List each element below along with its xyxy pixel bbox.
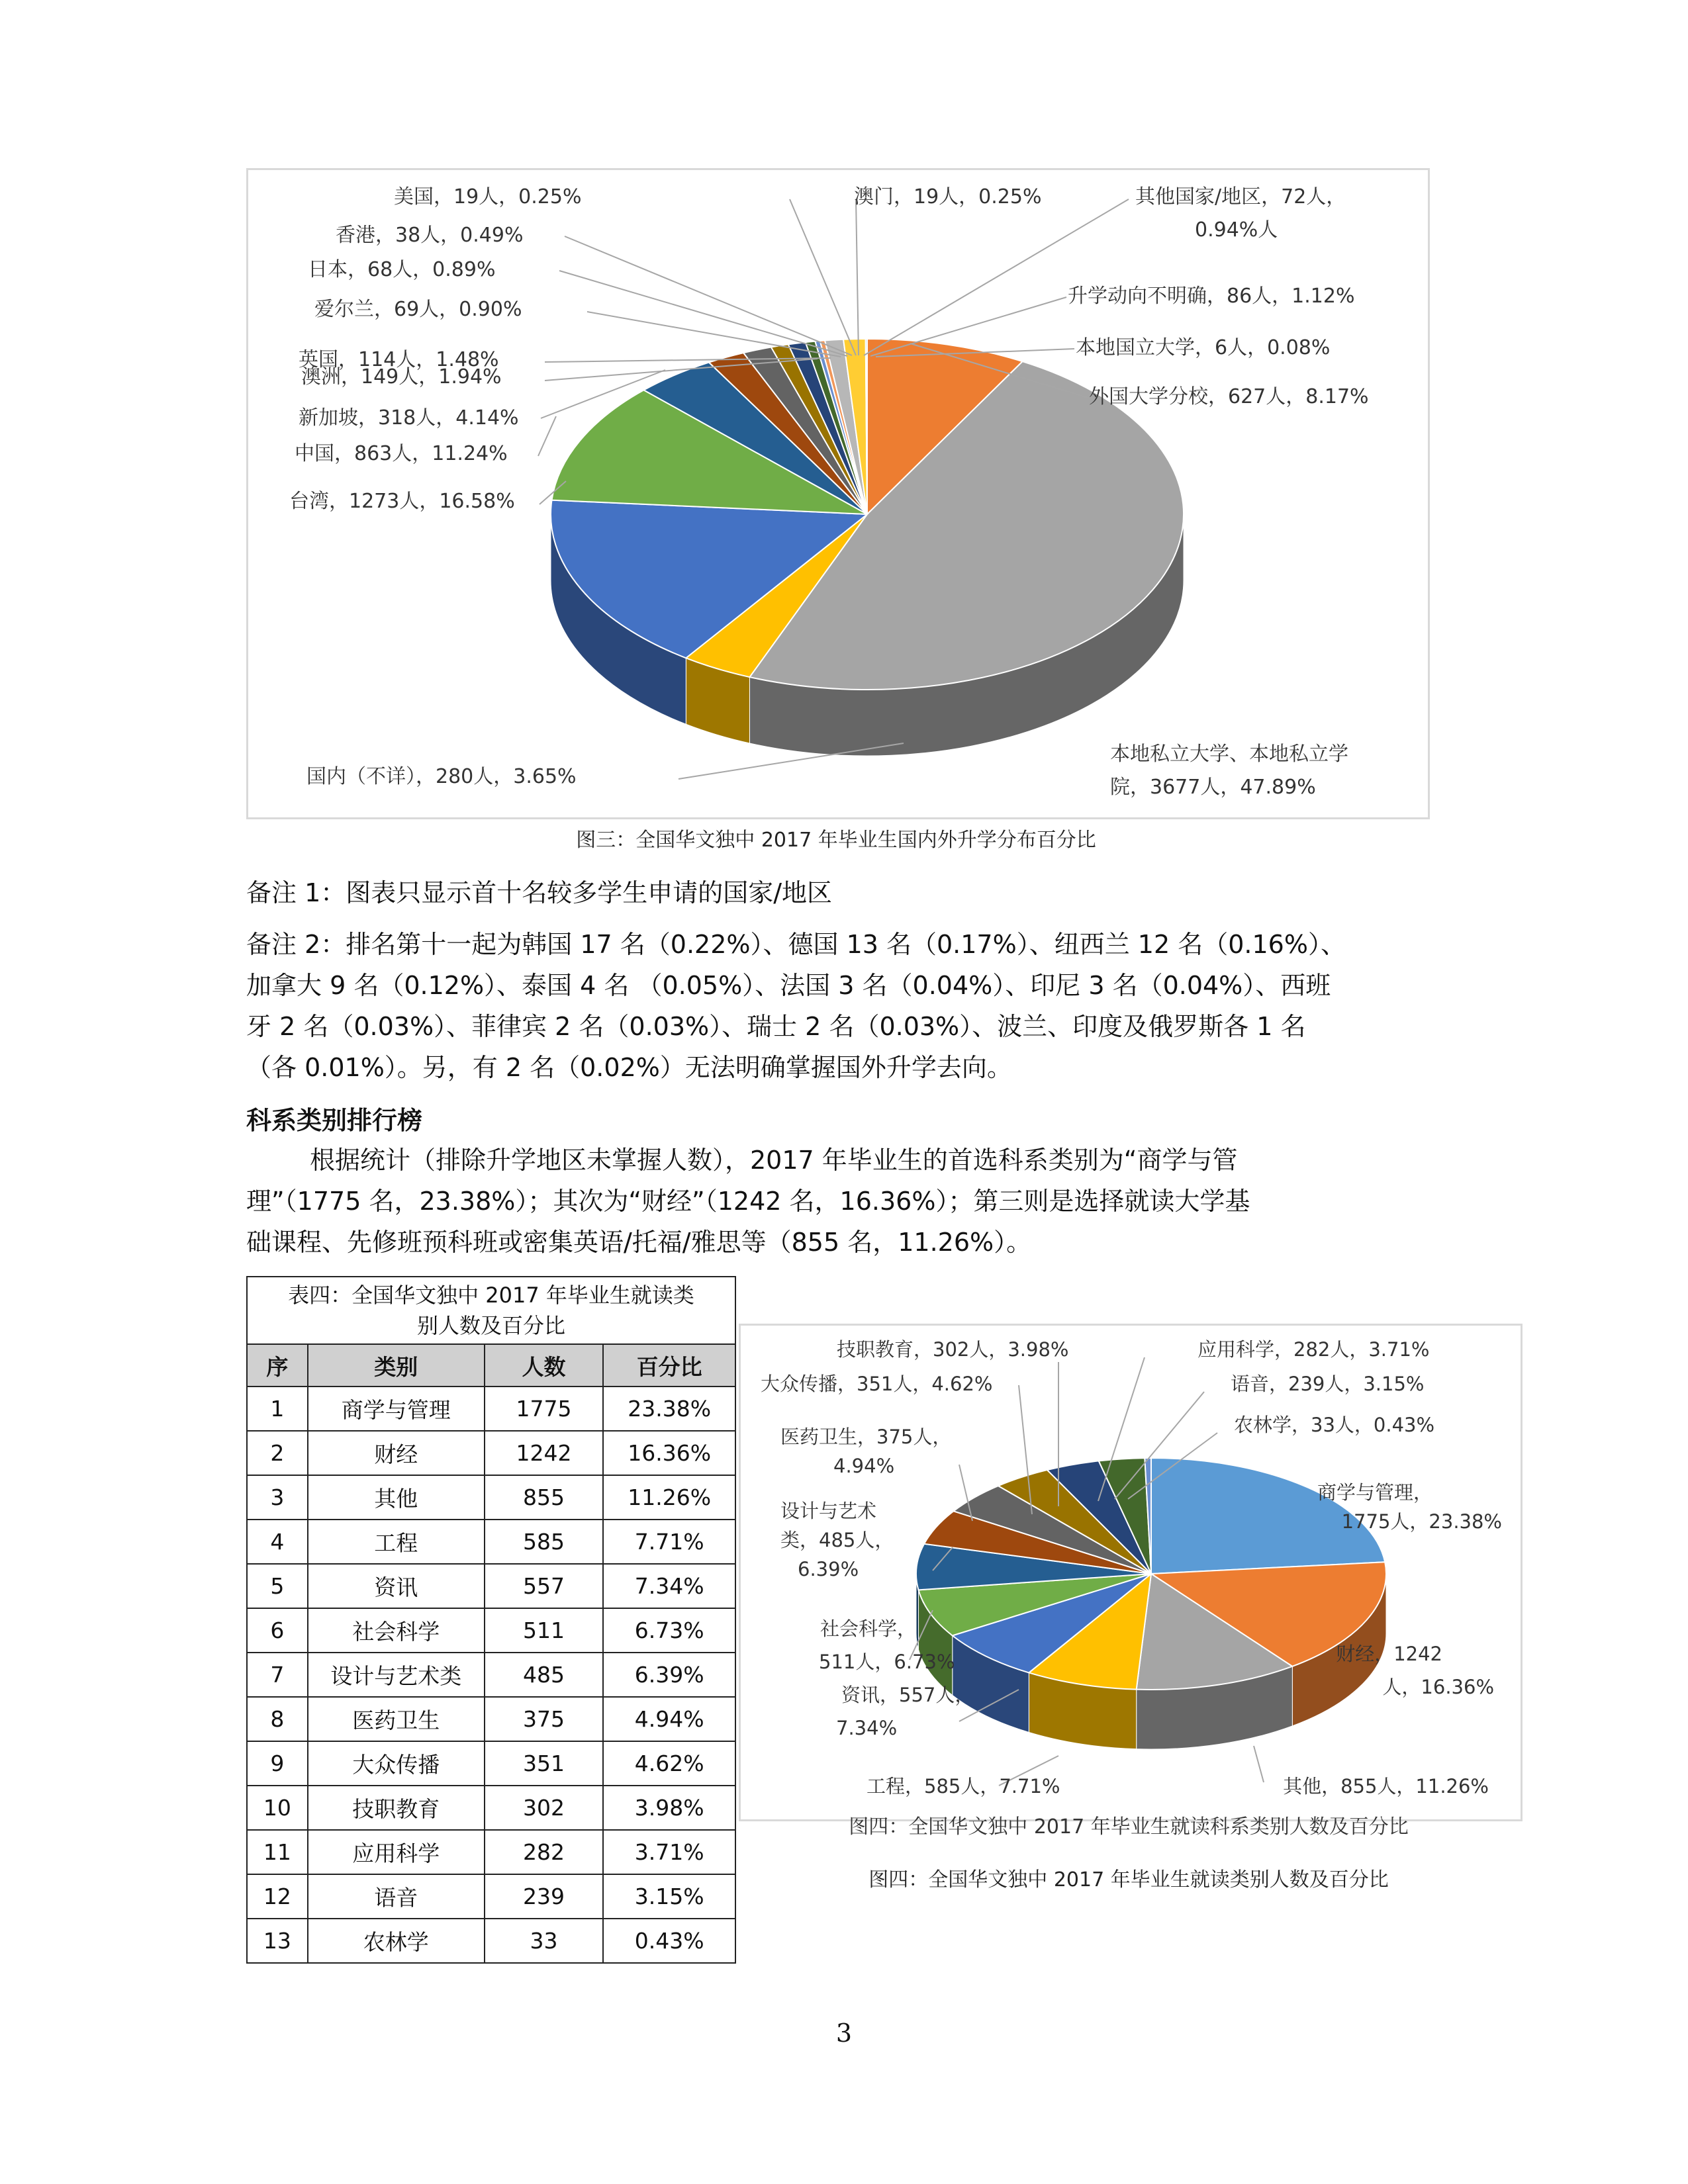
- table-row: [247, 1564, 735, 1608]
- cell-percent: 3.71%: [603, 1830, 735, 1874]
- cell-index: 11: [247, 1830, 308, 1874]
- cell-percent: 3.98%: [603, 1786, 735, 1830]
- chart-2-data-label: 设计与艺术: [780, 1500, 877, 1522]
- chart-2-data-label: 财经，1242: [1336, 1643, 1442, 1665]
- chart-2-data-label: 511人，6.73%: [819, 1651, 955, 1673]
- table-row: [247, 1608, 735, 1653]
- cell-category: 农林学: [308, 1919, 485, 1963]
- cell-category: 其他: [308, 1475, 485, 1520]
- table-row: [247, 1697, 735, 1741]
- chart-2-data-label: 类，485人，: [780, 1529, 894, 1551]
- table-title: [246, 1276, 736, 1343]
- chart-2-data-label: 大众传播，351人，4.62%: [761, 1373, 993, 1395]
- cell-percent: 16.36%: [603, 1431, 735, 1475]
- chart-1-leader-line: [870, 297, 1066, 356]
- chart-2-caption-duplicate: 图四：全国华文独中 2017 年毕业生就读科系类别人数及百分比: [849, 1815, 1409, 1839]
- chart-2-data-label: 农林学，33人，0.43%: [1234, 1414, 1435, 1436]
- chart-2-data-label: 社会科学，: [820, 1617, 917, 1640]
- table-row: [247, 1475, 735, 1520]
- chart-1-data-label: 英国，114人，1.48%: [299, 348, 499, 371]
- cell-count: 351: [485, 1741, 604, 1786]
- chart-2-pie: [741, 1326, 1521, 1819]
- page-number: 3: [835, 2019, 853, 2048]
- chart-2-data-label: 人，16.36%: [1382, 1676, 1494, 1698]
- table-row: [247, 1919, 735, 1963]
- chart-1-frame: [246, 168, 1430, 819]
- cell-count: 239: [485, 1874, 604, 1919]
- cell-percent: 3.15%: [603, 1874, 735, 1919]
- chart-2-data-label: 6.39%: [798, 1558, 859, 1580]
- header-index: 序: [247, 1344, 308, 1387]
- cell-index: 7: [247, 1653, 308, 1697]
- table-row: [247, 1786, 735, 1830]
- paragraph-line: 根据统计（排除升学地区未掌握人数），2017 年毕业生的首选科系类别为“商学与管: [310, 1146, 1238, 1175]
- cell-count: 282: [485, 1830, 604, 1874]
- chart-2-data-label: 7.34%: [836, 1717, 898, 1739]
- cell-index: 1: [247, 1387, 308, 1431]
- chart-1-data-label: 中国，863人，11.24%: [295, 442, 508, 465]
- cell-count: 485: [485, 1653, 604, 1697]
- table-row: [247, 1830, 735, 1874]
- cell-index: 6: [247, 1608, 308, 1653]
- paragraph-line: 理”（1775 名，23.38%）；其次为“财经”（1242 名，16.36%）；第三则是选择就读大学基: [246, 1187, 1250, 1216]
- cell-count: 585: [485, 1520, 604, 1564]
- chart-1-data-label: 本地国立大学，6人，0.08%: [1076, 336, 1331, 359]
- chart-1-data-label: 香港，38人，0.49%: [336, 224, 524, 247]
- table-row: [247, 1520, 735, 1564]
- table-row: [247, 1431, 735, 1475]
- chart-2-data-label: 4.94%: [833, 1455, 895, 1477]
- chart-1-leader-line: [790, 199, 856, 355]
- chart-1-leader-line: [864, 199, 1129, 355]
- chart-1-data-label: 院，3677人，47.89%: [1110, 776, 1316, 799]
- cell-index: 10: [247, 1786, 308, 1830]
- note-1: 备注 1：图表只显示首十名较多学生申请的国家/地区: [246, 878, 833, 907]
- chart-2-caption: 图四：全国华文独中 2017 年毕业生就读类别人数及百分比: [868, 1868, 1389, 1891]
- section-paragraph: [246, 1140, 1451, 1263]
- chart-2-data-label: 其他，855人，11.26%: [1283, 1775, 1489, 1797]
- cell-index: 13: [247, 1919, 308, 1963]
- cell-category: 商学与管理: [308, 1387, 485, 1431]
- table-row: [247, 1741, 735, 1786]
- chart-2-data-label: 技职教育，302人，3.98%: [837, 1338, 1069, 1361]
- chart-1-leader-line: [587, 312, 841, 357]
- cell-count: 375: [485, 1697, 604, 1741]
- chart-1-data-label: 日本，68人，0.89%: [308, 258, 496, 281]
- table-header-row: [247, 1344, 735, 1387]
- category-table-wrap: [246, 1276, 736, 1964]
- cell-count: 1775: [485, 1387, 604, 1431]
- cell-category: 资讯: [308, 1564, 485, 1608]
- section-title: 科系类别排行榜: [246, 1106, 423, 1135]
- note-2-line: 备注 2：排名第十一起为韩国 17 名（0.22%）、德国 13 名（0.17%）、纽西兰 12 名（0.16%）、: [246, 930, 1346, 959]
- chart-1-data-label: 升学动向不明确，86人，1.12%: [1068, 285, 1355, 308]
- cell-percent: 7.34%: [603, 1564, 735, 1608]
- chart-1-data-label: 新加坡，318人，4.14%: [299, 406, 519, 430]
- chart-1-leader-line: [559, 271, 847, 356]
- note-2: [246, 924, 1451, 1088]
- cell-category: 大众传播: [308, 1741, 485, 1786]
- cell-category: 工程: [308, 1520, 485, 1564]
- table-row: [247, 1387, 735, 1431]
- cell-percent: 6.39%: [603, 1653, 735, 1697]
- chart-1-data-label: 本地私立大学、本地私立学: [1110, 743, 1348, 766]
- chart-2-data-label: 医药卫生，375人，: [780, 1426, 952, 1448]
- cell-category: 技职教育: [308, 1786, 485, 1830]
- chart-1-data-label: 澳洲，149人，1.94%: [301, 365, 502, 388]
- header-percent: 百分比: [603, 1344, 735, 1387]
- cell-category: 应用科学: [308, 1830, 485, 1874]
- note-2-line: 加拿大 9 名（0.12%）、泰国 4 名 （0.05%）、法国 3 名（0.04%）、印尼 3 名（0.04%）、西班: [246, 971, 1331, 1000]
- cell-percent: 6.73%: [603, 1608, 735, 1653]
- table-row: [247, 1874, 735, 1919]
- chart-1-pie: [248, 170, 1428, 817]
- table-title-line: 表四：全国华文独中 2017 年毕业生就读类: [288, 1283, 694, 1308]
- chart-1-data-label: 美国，19人，0.25%: [394, 185, 582, 208]
- cell-category: 财经: [308, 1431, 485, 1475]
- chart-1-caption: 图三：全国华文独中 2017 年毕业生国内外升学分布百分比: [576, 829, 1096, 852]
- cell-index: 2: [247, 1431, 308, 1475]
- cell-count: 511: [485, 1608, 604, 1653]
- cell-percent: 4.62%: [603, 1741, 735, 1786]
- chart-2-frame: [739, 1324, 1523, 1821]
- cell-category: 语音: [308, 1874, 485, 1919]
- cell-percent: 23.38%: [603, 1387, 735, 1431]
- cell-index: 9: [247, 1741, 308, 1786]
- header-count: 人数: [485, 1344, 604, 1387]
- table-title-line: 别人数及百分比: [416, 1313, 565, 1338]
- chart-1-data-label: 0.94%人: [1195, 218, 1278, 242]
- header-category: 类别: [308, 1344, 485, 1387]
- chart-2-data-label: 应用科学，282人，3.71%: [1197, 1338, 1430, 1361]
- cell-count: 557: [485, 1564, 604, 1608]
- chart-2-data-label: 语音，239人，3.15%: [1231, 1373, 1425, 1395]
- chart-1-data-label: 其他国家/地区，72人，: [1135, 185, 1346, 208]
- category-table: [246, 1343, 736, 1964]
- cell-index: 8: [247, 1697, 308, 1741]
- cell-count: 302: [485, 1786, 604, 1830]
- table-row: [247, 1653, 735, 1697]
- cell-percent: 4.94%: [603, 1697, 735, 1741]
- chart-2-data-label: 1775人，23.38%: [1341, 1510, 1502, 1533]
- chart-2-data-label: 商学与管理，: [1317, 1481, 1432, 1504]
- cell-category: 设计与艺术类: [308, 1653, 485, 1697]
- chart-1-data-label: 台湾，1273人，16.58%: [289, 490, 515, 513]
- cell-index: 4: [247, 1520, 308, 1564]
- chart-1-leader-line: [856, 199, 859, 355]
- cell-count: 855: [485, 1475, 604, 1520]
- cell-percent: 7.71%: [603, 1520, 735, 1564]
- cell-index: 12: [247, 1874, 308, 1919]
- cell-index: 5: [247, 1564, 308, 1608]
- cell-category: 医药卫生: [308, 1697, 485, 1741]
- chart-2-leader-line: [1254, 1746, 1264, 1782]
- cell-count: 1242: [485, 1431, 604, 1475]
- chart-1-data-label: 澳门，19人，0.25%: [854, 185, 1042, 208]
- cell-percent: 11.26%: [603, 1475, 735, 1520]
- cell-count: 33: [485, 1919, 604, 1963]
- chart-2-data-label: 资讯，557人，: [841, 1684, 974, 1706]
- note-2-line: 牙 2 名（0.03%）、菲律宾 2 名（0.03%）、瑞士 2 名（0.03%）、波兰、印度及俄罗斯各 1 名: [246, 1012, 1306, 1041]
- chart-1-data-label: 爱尔兰，69人，0.90%: [314, 298, 522, 321]
- paragraph-line: 础课程、先修班预科班或密集英语/托福/雅思等（855 名，11.26%）。: [246, 1228, 1032, 1257]
- chart-1-data-label: 国内（不详），280人，3.65%: [306, 765, 577, 788]
- cell-index: 3: [247, 1475, 308, 1520]
- cell-percent: 0.43%: [603, 1919, 735, 1963]
- note-2-line: （各 0.01%）。另，有 2 名（0.02%）无法明确掌握国外升学去向。: [246, 1053, 1012, 1082]
- cell-category: 社会科学: [308, 1608, 485, 1653]
- chart-1-data-label: 外国大学分校，627人，8.17%: [1089, 385, 1369, 408]
- chart-1-leader-line: [565, 236, 852, 355]
- chart-2-data-label: 工程，585人，7.71%: [867, 1775, 1060, 1797]
- chart-1-leader-line: [538, 416, 556, 456]
